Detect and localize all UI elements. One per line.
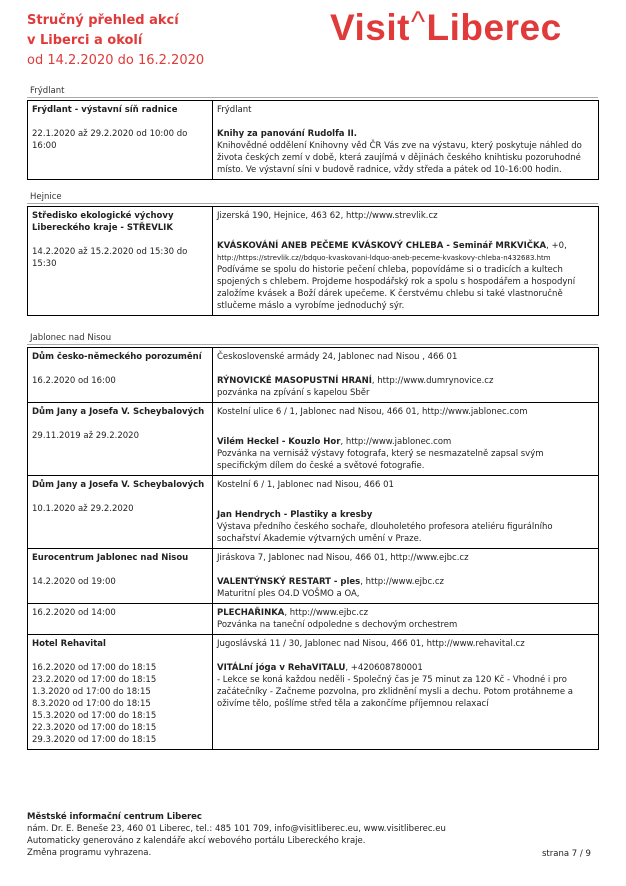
event-organizer: Středisko ekologické výchovy Libereckého kraje - STŘEVLIK xyxy=(32,211,174,233)
event-title-line: VITÁLní jóga v RehaVITALU, +420608780001 xyxy=(217,663,423,673)
page-footer xyxy=(27,811,446,859)
footer-contact: nám. Dr. E. Beneše 23, 460 01 Liberec, tel.: 485 101 709, info@visitliberec.eu, www.visitliberec.eu xyxy=(27,824,446,834)
events-table-frydlant xyxy=(27,100,599,180)
events-table-hejnice xyxy=(27,206,599,316)
event-description: Výstava předního českého sochaře, dlouholetého profesora ateliéru figurálního sochařství Akademie výtvarných umění v Praze. xyxy=(217,522,553,544)
event-left-cell xyxy=(28,549,213,604)
section-divider xyxy=(27,97,598,98)
event-title-line: KVÁSKOVÁNÍ ANEB PEČEME KVÁSKOVÝ CHLEBA - Seminář MRKVIČKA, +0, xyxy=(217,241,567,251)
event-date: 16.2.2020 od 14:00 xyxy=(32,608,116,618)
footer-organization: Městské informační centrum Liberec xyxy=(27,812,202,822)
events-table-jablonec xyxy=(27,347,599,750)
event-date: 29.3.2020 od 17:00 do 18:15 xyxy=(32,735,157,745)
event-organizer: Dům Jany a Josefa V. Scheybalových xyxy=(32,407,205,417)
event-title: VITÁLní jóga v RehaVITALU xyxy=(217,663,346,673)
event-right-cell xyxy=(213,635,599,750)
section-label-hejnice: Hejnice xyxy=(30,192,62,202)
event-date: 8.3.2020 od 17:00 do 18:15 xyxy=(32,699,151,709)
event-row xyxy=(28,476,599,549)
event-row xyxy=(28,635,599,750)
event-right-cell xyxy=(213,476,599,549)
event-date: 1.3.2020 od 17:00 do 18:15 xyxy=(32,687,151,697)
event-description: Maturitní ples O4.D VOŠMO a OA, xyxy=(217,589,360,599)
event-organizer: Eurocentrum Jablonec nad Nisou xyxy=(32,553,189,563)
event-row xyxy=(28,403,599,476)
event-address: Frýdlant xyxy=(217,105,252,115)
event-date: 22.3.2020 od 17:00 do 18:15 xyxy=(32,723,157,733)
event-title: VALENTÝNSKÝ RESTART - ples xyxy=(217,577,361,587)
title-line-1: Stručný přehled akcí xyxy=(27,13,179,28)
event-row xyxy=(28,549,599,604)
event-description: pozvánka na zpívání s kapelou Sběr xyxy=(217,388,370,398)
section-divider xyxy=(27,344,598,345)
event-right-cell xyxy=(213,549,599,604)
event-date: 23.2.2020 od 17:00 do 18:15 xyxy=(32,675,157,685)
event-title-line: VALENTÝNSKÝ RESTART - ples, http://www.ejbc.cz xyxy=(217,577,444,587)
event-title: KVÁSKOVÁNÍ ANEB PEČEME KVÁSKOVÝ CHLEBA - Seminář MRKVIČKA xyxy=(217,241,547,251)
title-line-2: v Liberci a okolí xyxy=(27,33,143,48)
section-label-jablonec: Jablonec nad Nisou xyxy=(30,333,112,343)
page-number: strana 7 / 9 xyxy=(542,849,591,859)
event-date: 22.1.2020 až 29.2.2020 od 10:00 do 16:00 xyxy=(32,129,188,151)
event-title: PLECHAŘINKA xyxy=(217,608,285,618)
event-address: Kostelní ulice 6 / 1, Jablonec nad Nisou, 466 01, http://www.jablonec.com xyxy=(217,407,528,417)
visit-liberec-logo: Visit^Liberec xyxy=(330,6,562,48)
event-title: Jan Hendrych - Plastiky a kresby xyxy=(217,510,373,520)
event-title: Vilém Heckel - Kouzlo Hor xyxy=(217,437,341,447)
event-organizer: Dům česko-německého porozumění xyxy=(32,352,202,362)
event-description: Podíváme se spolu do historie pečení chleba, popovídáme si o tradicích a kultech spojených s chlebem. Projdeme hospodářský rok a spolu s hospodářem a hospodyní založíme kvásek a Boží dárek upečeme. K čerstvému chlebu si také vlastnoručně stlučeme máslo a vyrobíme jednoduchý sýr. xyxy=(217,265,576,311)
event-left-cell xyxy=(28,476,213,549)
event-description: Pozvánka na taneční odpoledne s dechovým orchestrem xyxy=(217,620,458,630)
footer-auto-note: Automaticky generováno z kalendáře akcí webového portálu Libereckého kraje. xyxy=(27,836,366,846)
event-title: Knihy za panování Rudolfa II. xyxy=(217,129,358,139)
event-row xyxy=(28,604,599,635)
event-left-cell xyxy=(28,604,213,635)
event-left-cell xyxy=(28,403,213,476)
event-date: 10.1.2020 až 29.2.2020 xyxy=(32,504,134,514)
event-title-line xyxy=(217,509,594,521)
event-right-cell xyxy=(213,403,599,476)
event-link[interactable]: http://https://strevlik.cz//bdquo-kvaskovani-ldquo-aneb-peceme-kvaskovy-chleba-n432683.htm xyxy=(217,254,551,262)
event-left-cell xyxy=(28,635,213,750)
event-address: Československé armády 24, Jablonec nad Nisou , 466 01 xyxy=(217,352,458,362)
event-organizer: Dům Jany a Josefa V. Scheybalových xyxy=(32,480,205,490)
event-address: Jugoslávská 11 / 30, Jablonec nad Nisou, 466 01, http://www.rehavital.cz xyxy=(217,639,525,649)
event-title-line xyxy=(217,128,594,140)
event-right-cell xyxy=(213,207,599,316)
event-date: 14.2.2020 až 15.2.2020 od 15:30 do 15:30 xyxy=(32,247,188,269)
event-left-cell xyxy=(28,348,213,403)
event-right-cell xyxy=(213,604,599,635)
event-left-cell xyxy=(28,101,213,180)
event-right-cell xyxy=(213,101,599,180)
event-date: 15.3.2020 od 17:00 do 18:15 xyxy=(32,711,157,721)
event-row xyxy=(28,207,599,316)
date-range: od 14.2.2020 do 16.2.2020 xyxy=(27,53,205,68)
event-organizer: Hotel Rehavital xyxy=(32,639,106,649)
event-address: Kostelní 6 / 1, Jablonec nad Nisou, 466 01 xyxy=(217,480,394,490)
event-address: Jizerská 190, Hejnice, 463 62, http://www.strevlik.cz xyxy=(217,211,438,221)
event-date: 29.11.2019 až 29.2.2020 xyxy=(32,431,140,441)
event-description: - Lekce se koná každou neděli - Společný čas je 75 minut za 120 Kč - Vhodné i pro začátečníky - Začneme pozvolna, pro zklidnění mysli a dechu. Potom protáhneme a oživíme tělo, pošlíme střed těla a zakončíme příjemnou relaxací xyxy=(217,675,573,709)
section-label-frydlant: Frýdlant xyxy=(30,86,65,96)
event-row xyxy=(28,101,599,180)
event-description: Knihovědné oddělení Knihovny věd ČR Vás zve na výstavu, který poskytuje náhled do života českých zemí v době, která zaujímá v dějinách českého knihtisku pozoruhodné místo. Ve výstavní síni v budově radnice, vždy středa a pátek od 10-16:00 hodin. xyxy=(217,141,582,175)
event-title-line: RÝNOVICKÉ MASOPUSTNÍ HRANÍ, http://www.dumrynovice.cz xyxy=(217,376,494,386)
event-right-cell xyxy=(213,348,599,403)
document-title xyxy=(27,11,204,71)
event-organizer: Frýdlant - výstavní síň radnice xyxy=(32,105,178,115)
event-title-line: Vilém Heckel - Kouzlo Hor, http://www.jablonec.com xyxy=(217,437,452,447)
event-date: 16.2.2020 od 16:00 xyxy=(32,376,116,386)
event-date: 16.2.2020 od 17:00 do 18:15 xyxy=(32,663,157,673)
event-date-list xyxy=(32,662,208,746)
event-address: Jiráskova 7, Jablonec nad Nisou, 466 01, http://www.ejbc.cz xyxy=(217,553,469,563)
section-divider xyxy=(27,203,598,204)
event-date: 14.2.2020 od 19:00 xyxy=(32,577,116,587)
event-left-cell xyxy=(28,207,213,316)
event-title: RÝNOVICKÉ MASOPUSTNÍ HRANÍ xyxy=(217,376,372,386)
event-row xyxy=(28,348,599,403)
event-description: Pozvánka na vernisáž výstavy fotografa, který se nesmazatelně zapsal svým specifickým dílem do české a světové fotografie. xyxy=(217,449,544,471)
footer-change-note: Změna programu vyhrazena. xyxy=(27,848,152,858)
event-title-line: PLECHAŘINKA, http://www.ejbc.cz xyxy=(217,608,369,618)
